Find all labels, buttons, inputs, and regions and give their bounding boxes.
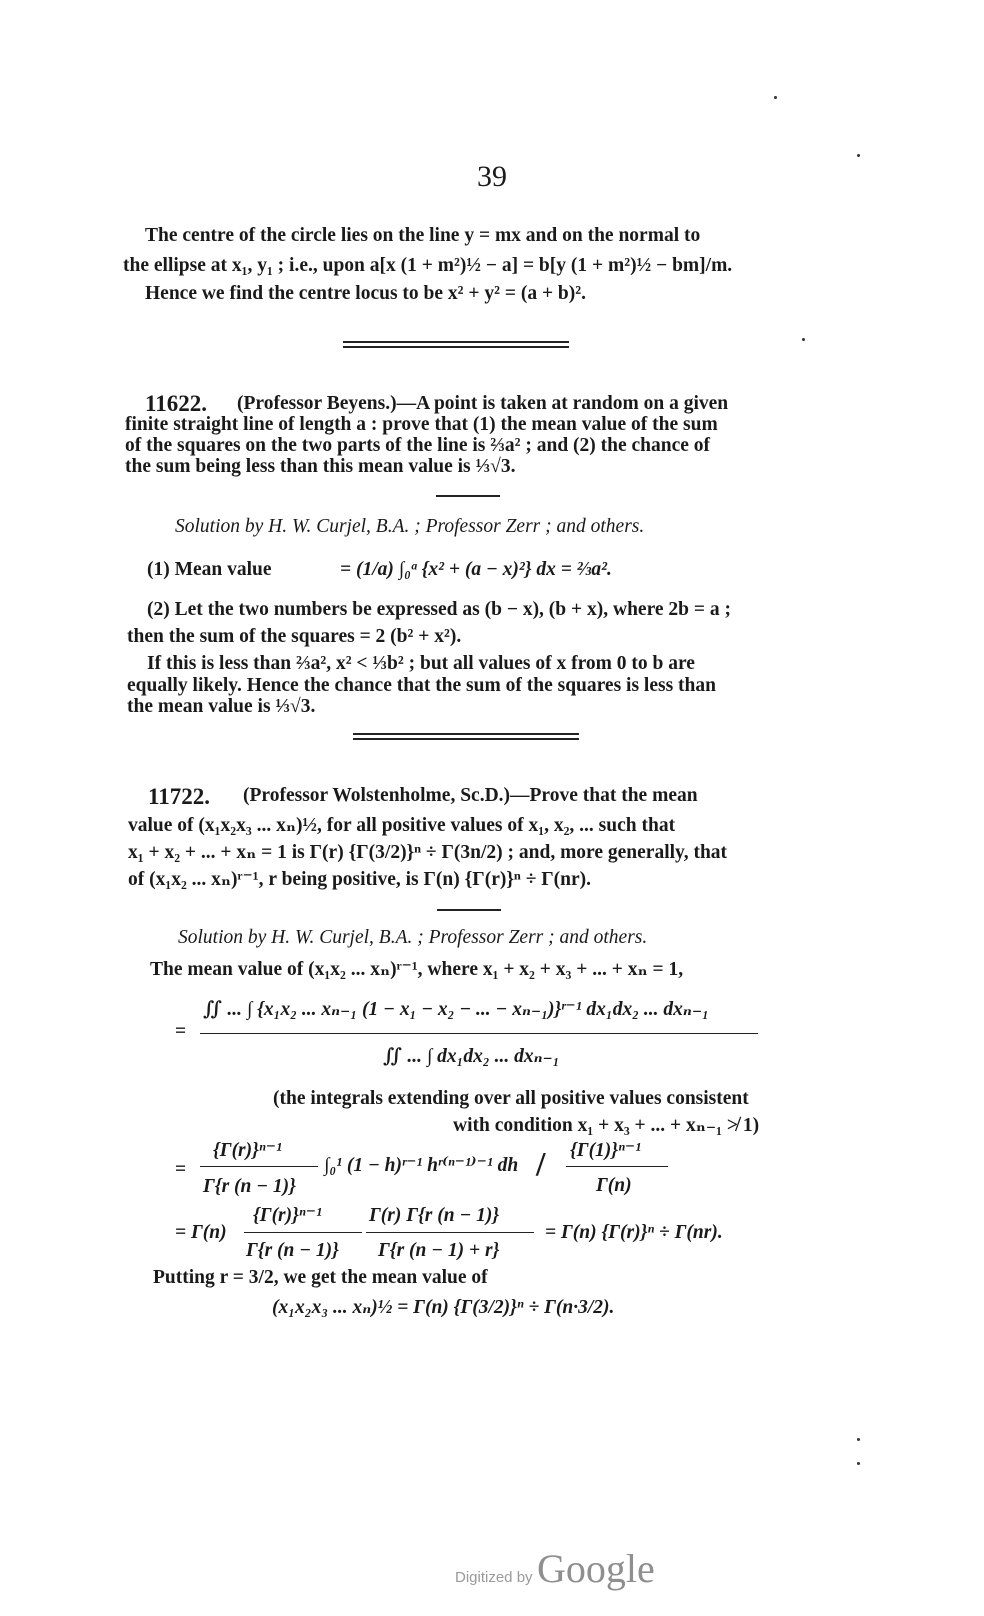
solution-3-line-1: If this is less than ⅔a², x² < ⅓b² ; but all values of x from 0 to b are	[147, 653, 695, 674]
q11622-line-2: finite straight line of length a : prove that (1) the mean value of the sum	[125, 414, 718, 435]
short-divider-2	[437, 909, 501, 911]
q11622-line-4: the sum being less than this mean value is ⅓√3.	[125, 456, 516, 477]
eq3-fraction-bar-1	[244, 1232, 362, 1233]
speck	[802, 338, 805, 341]
question-number-11722: 11722.	[148, 784, 210, 809]
intro-line-3: Hence we find the centre locus to be x² + y² = (a + b)².	[145, 283, 586, 304]
short-divider	[436, 495, 500, 497]
eq3-fraction-bar-2	[366, 1232, 534, 1233]
eq2-right-numerator: {Γ(1)}ⁿ⁻¹	[570, 1140, 642, 1161]
section-divider-double-2	[353, 733, 579, 740]
eq3-denominator-1: Γ{r (n − 1)}	[246, 1240, 339, 1261]
solution-3-line-2: equally likely. Hence the chance that the sum of the squares is less than	[127, 675, 716, 696]
eq3-result: = Γ(n) {Γ(r)}ⁿ ÷ Γ(nr).	[545, 1222, 723, 1243]
eq2-numerator: {Γ(r)}ⁿ⁻¹	[213, 1140, 282, 1161]
solution-1-equation: = (1/a) ∫₀ᵃ {x² + (a − x)²} dx = ⅔a².	[340, 559, 612, 580]
eq2-denominator: Γ{r (n − 1)}	[203, 1176, 296, 1197]
eq3-numerator-2: Γ(r) Γ{r (n − 1)}	[369, 1205, 500, 1226]
speck	[774, 96, 777, 99]
solution-3-line-3: the mean value is ⅓√3.	[127, 696, 316, 717]
q11622-line-3: of the squares on the two parts of the line is ⅔a² ; and (2) the chance of	[125, 435, 711, 456]
eq3-numerator-1: {Γ(r)}ⁿ⁻¹	[253, 1205, 322, 1226]
solution-2-line-1: (2) Let the two numbers be expressed as (b − x), (b + x), where 2b = a ;	[147, 599, 731, 620]
google-watermark	[455, 1545, 655, 1592]
note-line-1: (the integrals extending over all positive values consistent	[273, 1088, 749, 1109]
q11722-line-1: (Professor Wolstenholme, Sc.D.)—Prove that the mean	[243, 785, 698, 806]
solution-1-label: (1) Mean value	[147, 559, 272, 580]
solution-2-line-2: then the sum of the squares = 2 (b² + x²).	[127, 626, 462, 647]
page: 39 The centre of the circle lies on the line y = mx and on the normal to the ellipse at x₁, y₁ ; i.e., upon a[x (1 + m²)½ − a] = b[y (1 + m²)½ − bm]/m. Hence we find the centre locus to be x² + y² = (a + b)². 11622. (Professor Beyens.)—A point is taken at random on a given finite straight line of length a : prove that (1) the mean value of the sum of the squares on the two parts of the line is ⅔a² ; and (2) the chance of the sum being less than this mean value is ⅓√3. Solution by H. W. Curjel, B.A. ; Professor Zerr ; and others. (1) Mean value = (1/a) ∫₀ᵃ {x² + (a − x)²} dx = ⅔a². (2) Let the two numbers be expressed as (b − x), (b + x), where 2b = a ; then the sum of the squares = 2 (b² + x²). If this is less than ⅔a², x² < ⅓b² ; but all values of x from 0 to b are equally likely. Hence the chance that the sum of the squares is less than the mean value is ⅓√3. 11722. (Professor Wolstenholme, Sc.D.)—Prove that the mean value of (x₁x₂x₃ ... xₙ)½, for all positive values of x₁, x₂, ... such that x₁ + x₂ + ... + xₙ = 1 is Γ(r) {Γ(3/2)}ⁿ ÷ Γ(3n/2) ; and, more generally, that of (x₁x₂ ... xₙ)ʳ⁻¹, r being positive, is Γ(n) {Γ(r)}ⁿ ÷ Γ(nr). Solution by H. W. Curjel, B.A. ; Professor Zerr ; and others. The mean value of (x₁x₂ ... xₙ)ʳ⁻¹, where x₁ + x₂ + x₃ + ... + xₙ = 1, = ∬ ... ∫ {x₁x₂ ... xₙ₋₁ (1 − x₁ − x₂ − ... − xₙ₋₁)}ʳ⁻¹ dx₁dx₂ ... dxₙ₋₁ ∬ ... ∫ dx₁dx₂ ... dxₙ₋₁ (the integrals extending over all positive values consistent with condition x₁ + x₃ + ... + xₙ₋₁ ≯ 1) = {Γ(r)}ⁿ⁻¹ Γ{r (n − 1)} ∫₀¹ (1 − h)ʳ⁻¹ hʳ⁽ⁿ⁻¹⁾⁻¹ dh / {Γ(1)}ⁿ⁻¹ Γ(n) = Γ(n) {Γ(r)}ⁿ⁻¹ Γ{r (n − 1)} Γ(r) Γ{r (n − 1)} Γ{r (n − 1) + r} = Γ(n) {Γ(r)}ⁿ ÷ Γ(nr). Putting r = 3/2, we get the mean value of (x₁x₂x₃ ... xₙ)½ = Γ(n) {Γ(3/2)}ⁿ ÷ Γ(n·3/2). Digitized by Google	[0, 0, 984, 1616]
eq1-denominator: ∬ ... ∫ dx₁dx₂ ... dxₙ₋₁	[383, 1046, 560, 1067]
q11722-line-3: x₁ + x₂ + ... + xₙ = 1 is Γ(r) {Γ(3/2)}ⁿ ÷ Γ(3n/2) ; and, more generally, that	[128, 842, 728, 863]
eq2-right-fraction-bar	[566, 1166, 668, 1167]
note-line-2: with condition x₁ + x₃ + ... + xₙ₋₁ ≯ 1)	[453, 1115, 760, 1136]
eq1-numerator: ∬ ... ∫ {x₁x₂ ... xₙ₋₁ (1 − x₁ − x₂ − ... − xₙ₋₁)}ʳ⁻¹ dx₁dx₂ ... dxₙ₋₁	[203, 999, 709, 1020]
intro-line-1: The centre of the circle lies on the line y = mx and on the normal to	[145, 225, 701, 246]
eq3-prefix: = Γ(n)	[175, 1222, 227, 1243]
eq1-fraction-bar	[200, 1033, 758, 1034]
speck	[857, 154, 860, 157]
page-number: 39	[477, 160, 507, 193]
mean-value-line: The mean value of (x₁x₂ ... xₙ)ʳ⁻¹, where x₁ + x₂ + x₃ + ... + xₙ = 1,	[150, 959, 684, 980]
watermark-digitized-by: Digitized by	[455, 1569, 533, 1586]
eq3-denominator-2: Γ{r (n − 1) + r}	[378, 1240, 500, 1261]
putting-line: Putting r = 3/2, we get the mean value of	[153, 1267, 488, 1288]
solution-heading-11722: Solution by H. W. Curjel, B.A. ; Professor Zerr ; and others.	[178, 927, 648, 948]
section-divider-double	[343, 341, 569, 348]
final-equation: (x₁x₂x₃ ... xₙ)½ = Γ(n) {Γ(3/2)}ⁿ ÷ Γ(n·3/2).	[272, 1297, 615, 1318]
speck	[857, 1438, 860, 1441]
q11622-line-1: (Professor Beyens.)—A point is taken at random on a given	[237, 393, 729, 414]
question-number-11622: 11622.	[145, 391, 207, 416]
eq2-fraction-bar	[200, 1166, 318, 1167]
eq2-integral: ∫₀¹ (1 − h)ʳ⁻¹ hʳ⁽ⁿ⁻¹⁾⁻¹ dh	[324, 1155, 519, 1176]
speck	[857, 1462, 860, 1465]
intro-line-2: the ellipse at x₁, y₁ ; i.e., upon a[x (1 + m²)½ − a] = b[y (1 + m²)½ − bm]/m.	[123, 255, 733, 276]
q11722-line-4: of (x₁x₂ ... xₙ)ʳ⁻¹, r being positive, is Γ(n) {Γ(r)}ⁿ ÷ Γ(nr).	[128, 869, 592, 890]
q11722-line-2: value of (x₁x₂x₃ ... xₙ)½, for all positive values of x₁, x₂, ... such that	[128, 815, 676, 836]
eq2-right-denominator: Γ(n)	[596, 1175, 632, 1196]
watermark-google-logo: Google	[537, 1546, 655, 1591]
solution-heading-11622: Solution by H. W. Curjel, B.A. ; Professor Zerr ; and others.	[175, 516, 645, 537]
